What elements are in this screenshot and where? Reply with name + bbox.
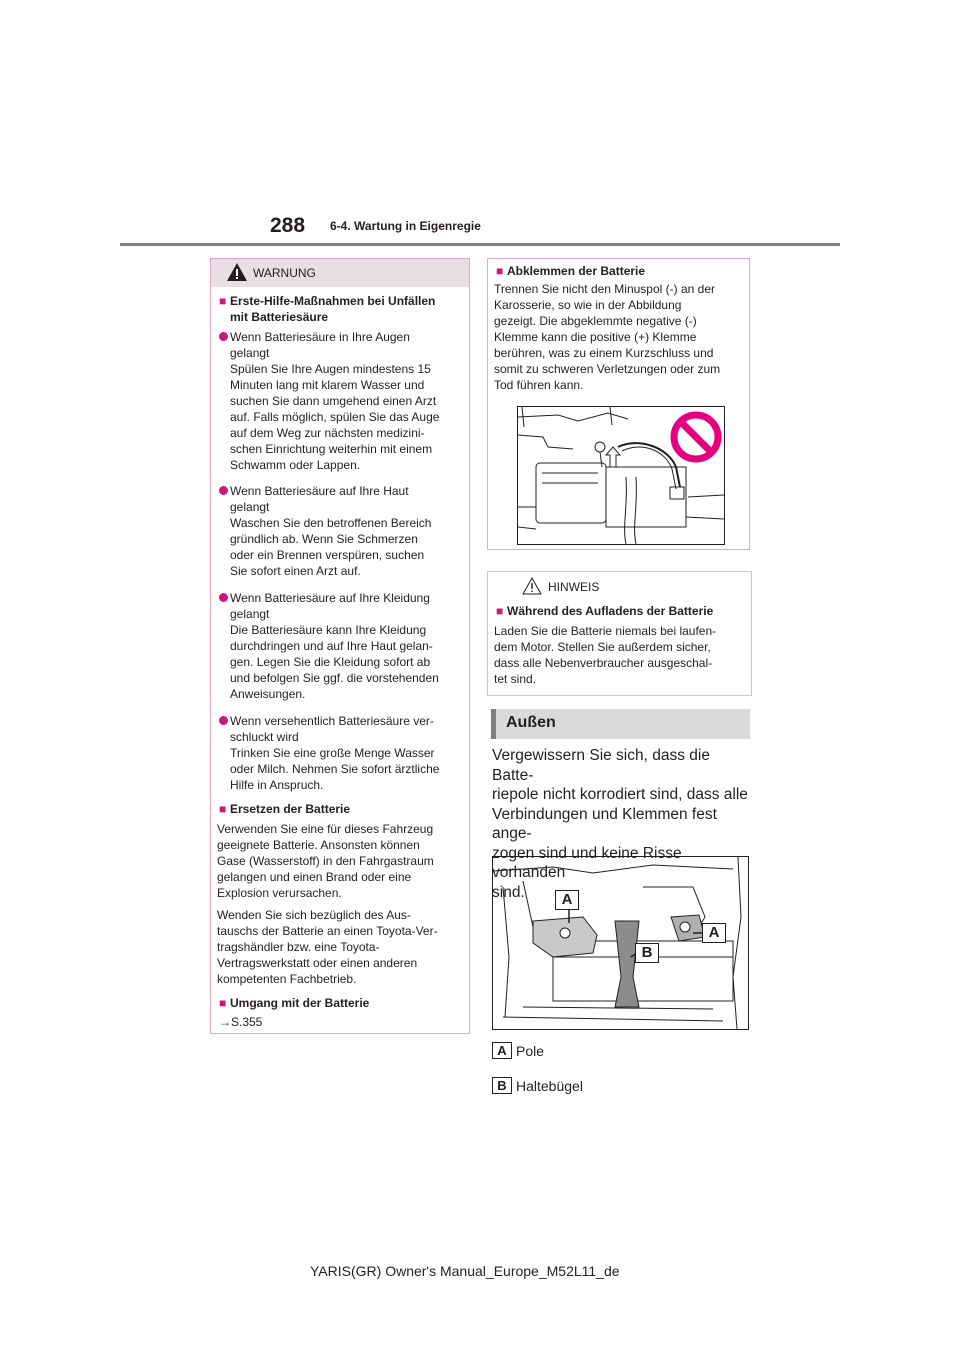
hint-paragraph: Laden Sie die Batterie niemals bei laufen- dem Motor. Stellen Sie außerdem sicher, dass alle Nebenverbraucher ausgeschal- tet sind. xyxy=(494,624,717,686)
prohibited-icon xyxy=(674,415,718,459)
warning-triangle-icon xyxy=(226,262,248,282)
legend-text-bracket: Haltebügel xyxy=(516,1078,583,1094)
warning-header xyxy=(211,259,469,287)
warning-heading-3: Umgang mit der Batterie xyxy=(230,996,370,1010)
outer-section-title: Außen xyxy=(506,714,556,731)
round-bullet-icon xyxy=(219,716,228,725)
battery-photo-illustration xyxy=(492,856,749,1030)
warning-bullet-3: Wenn Batteriesäure auf Ihre Kleidung gelangt Die Batteriesäure kann Ihre Kleidung durchdringen und auf Ihre Haut gelan- gen. Legen Sie die Kleidung sofort ab und befolgen Sie ggf. die vorstehenden Anweisungen. xyxy=(230,591,439,701)
hint-box xyxy=(487,571,752,696)
disconnect-heading: Abklemmen der Batterie xyxy=(507,264,646,278)
warning-bullet-4: Wenn versehentlich Batteriesäure ver- schluckt wird Trinken Sie eine große Menge Wasser oder Milch. Nehmen Sie sofort ärztliche Hilfe in Anspruch. xyxy=(230,714,440,792)
square-bullet-icon: ■ xyxy=(219,802,227,816)
legend-text-poles: Pole xyxy=(516,1043,545,1059)
warning-heading-1: Erste-Hilfe-Maßnahmen bei Unfällen mit Batteriesäure xyxy=(230,294,436,324)
outer-body-text: Vergewissern Sie sich, dass die Batte- riepole nicht korrodiert sind, dass alle Verbindungen und Klemmen fest ange- zogen sind und keine Risse vorhanden sind. xyxy=(492,747,748,901)
square-bullet-icon: ■ xyxy=(496,264,504,278)
section-title: 6-4. Wartung in Eigenregie xyxy=(330,219,481,233)
square-bullet-icon: ■ xyxy=(496,604,504,618)
battery-line-drawing xyxy=(518,407,724,544)
warning-heading-2: Ersetzen der Batterie xyxy=(230,802,351,816)
battery-overview-drawing xyxy=(493,857,748,1029)
photo-callout-b: B xyxy=(635,943,659,963)
header-rule xyxy=(120,243,840,246)
warning-para-replace-2: Wenden Sie sich bezüglich des Aus- tauschs der Batterie an einen Toyota-Ver- tragshändler bzw. eine Toyota- Vertragswerkstatt oder einen anderen kompetenten Fachbetrieb. xyxy=(217,908,438,986)
page-reference-link[interactable]: →S.355 xyxy=(219,1015,263,1029)
round-bullet-icon xyxy=(219,332,228,341)
disconnect-warning-box xyxy=(487,258,750,550)
caution-triangle-icon xyxy=(522,577,542,595)
legend-badge-b: B xyxy=(492,1077,512,1094)
hint-heading: Während des Aufladens der Batterie xyxy=(507,604,714,618)
square-bullet-icon: ■ xyxy=(219,294,227,308)
warning-para-replace-1: Verwenden Sie eine für dieses Fahrzeug geeignete Batterie. Ansonsten können Gase (Wasserstoff) in den Fahrgastraum gelangen und einen Brand oder eine Explosion verursachen. xyxy=(217,822,434,900)
page-number: 288 xyxy=(270,214,306,237)
round-bullet-icon xyxy=(219,486,228,495)
hint-title: HINWEIS xyxy=(548,580,600,594)
photo-callout-a-top: A xyxy=(555,890,579,910)
battery-terminal-illustration xyxy=(517,406,725,545)
warning-title: WARNUNG xyxy=(253,266,316,280)
warning-bullet-2: Wenn Batteriesäure auf Ihre Haut gelangt Waschen Sie den betroffenen Bereich gründlich ab. Wenn Sie Schmerzen oder ein Brennen verspüren, suchen Sie sofort einen Arzt auf. xyxy=(230,484,432,578)
footer-manual-id: YARIS(GR) Owner's Manual_Europe_M52L11_de xyxy=(310,1263,620,1279)
photo-callout-a-right: A xyxy=(702,923,726,943)
hint-header xyxy=(488,572,751,600)
outer-section-bar xyxy=(491,709,750,739)
legend-badge-a: A xyxy=(492,1042,512,1059)
square-bullet-icon: ■ xyxy=(219,996,227,1010)
disconnect-paragraph: Trennen Sie nicht den Minuspol (-) an der Karosserie, so wie in der Abbildung gezeigt. Die abgeklemmte negative (-) Klemme kann die positive (+) Klemme berühren, was zu einem Kurzschluss und somit zu schweren Verletzungen oder zum Tod führen kann. xyxy=(494,282,721,392)
warning-box xyxy=(210,258,470,1034)
warning-bullet-1: Wenn Batteriesäure in Ihre Augen gelangt Spülen Sie Ihre Augen mindestens 15 Minuten lang mit klarem Wasser und suchen Sie dann umgehend einen Arzt auf. Falls möglich, spülen Sie das Auge auf dem Weg zur nächsten medizini- schen Einrichtung weiterhin mit einem Schwamm oder Lappen. xyxy=(230,330,440,472)
round-bullet-icon xyxy=(219,593,228,602)
